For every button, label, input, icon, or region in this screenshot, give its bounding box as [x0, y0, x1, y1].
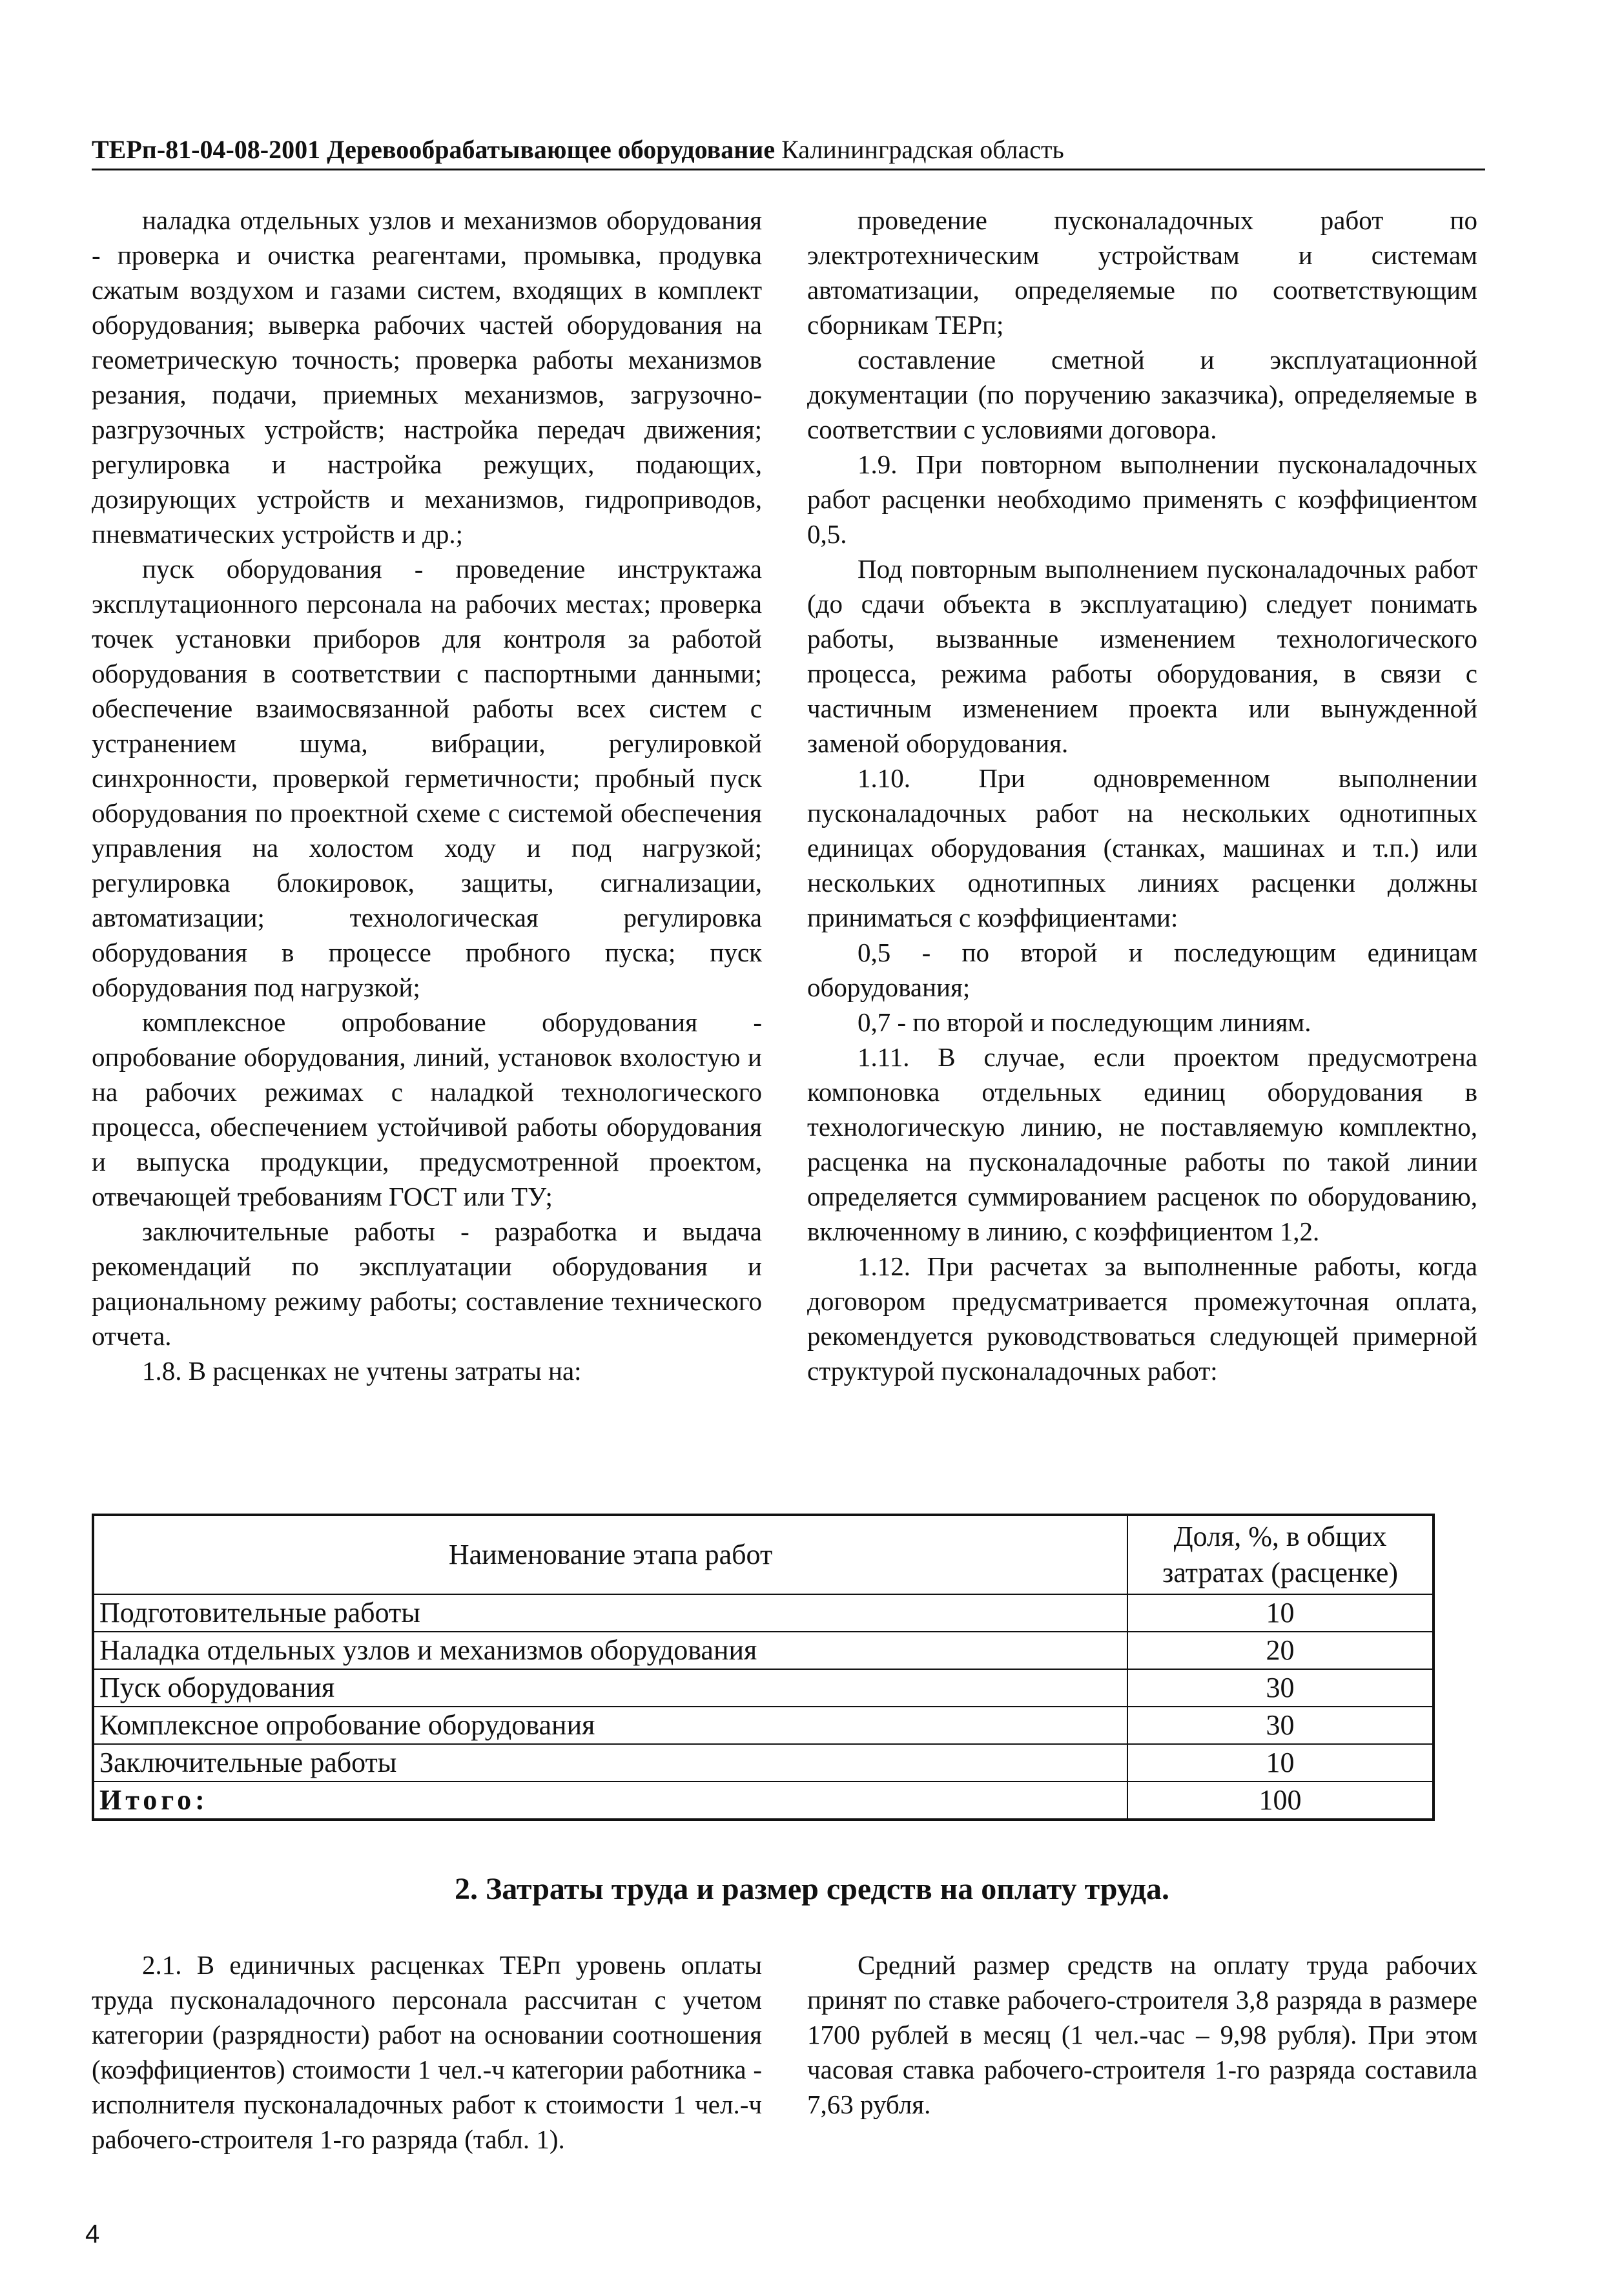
paragraph: 1.12. При расчетах за выполненные работы, когда договором предусматривается промежуточная оплата, рекомендуется руководствоваться следующей примерной структурой пусконаладочных работ:	[807, 1251, 1477, 1386]
paragraph: 0,5 - по второй и последующим единицам оборудования;	[807, 938, 1477, 1002]
table-header-row	[93, 1515, 1434, 1594]
section-2-left-column	[92, 1947, 762, 2157]
header-title: Деревообрабатывающее оборудование	[327, 135, 776, 164]
table-row	[93, 1707, 1434, 1744]
paragraph: 1.11. В случае, если проектом предусмотрена компоновка отдельных единиц оборудования в технологическую линию, не поставляемую комплектно, расценка на пусконаладочные работы по такой линии определяется суммированием расценок по оборудованию, включенному в линию, с коэффициентом 1,2.	[807, 1042, 1477, 1246]
share-cell: 10	[1127, 1744, 1434, 1782]
paragraph: 1.8. В расценках не учтены затраты на:	[142, 1356, 582, 1386]
stage-cell: Комплексное опробование оборудования	[93, 1707, 1127, 1744]
running-header	[92, 132, 1485, 170]
header-stage: Наименование этапа работ	[93, 1515, 1127, 1594]
share-cell: 20	[1127, 1632, 1434, 1669]
section-2-title: 2. Затраты труда и размер средств на оплату труда.	[454, 1872, 1170, 1906]
share-cell: 30	[1127, 1707, 1434, 1744]
share-cell: 30	[1127, 1669, 1434, 1707]
paragraph: проведение пусконаладочных работ по электротехническим устройствам и системам автоматизации, определяемые по соответствующим сборникам ТЕРп;	[807, 205, 1477, 340]
paragraph: Средний размер средств на оплату труда рабочих принят по ставке рабочего-строителя 3,8 разряда в размере 1700 рублей в месяц (1 чел.-час – 9,98 рубля). При этом часовая ставка рабочего-строителя 1-го разряда составила 7,63 рубля.	[807, 1950, 1477, 2119]
table-row	[93, 1594, 1434, 1632]
paragraph: 1.9. При повторном выполнении пусконаладочных работ расценки необходимо применять с коэффициентом 0,5.	[807, 449, 1477, 549]
left-column	[92, 203, 762, 1388]
page-number: 4	[85, 2220, 100, 2248]
paragraph: 1.10. При одновременном выполнении пусконаладочных работ на нескольких однотипных единицах оборудования (станках, машинах и т.п.) или нескольких однотипных линиях расценки должны приниматься с коэффициентами:	[807, 763, 1477, 932]
table-total-row	[93, 1782, 1434, 1820]
paragraph: заключительные работы - разработка и выдача рекомендаций по эксплуатации оборудования и рациональному режиму работы; составление технического отчета.	[92, 1217, 762, 1351]
header-region: Калининградская область	[781, 135, 1064, 164]
paragraph: наладка отдельных узлов и механизмов оборудования - проверка и очистка реагентами, промывка, продувка сжатым воздухом и газами систем, входящих в комплект оборудования; выверка рабочих частей оборудования на геометрическую точность; проверка работы механизмов резания, подачи, приемных механизмов, загрузочно-разгрузочных устройств; настройка передач движения; регулировка и настройка режущих, подающих, дозирующих устройств и механизмов, гидроприводов, пневматических устройств и др.;	[92, 205, 762, 549]
stage-cell: Наладка отдельных узлов и механизмов оборудования	[93, 1632, 1127, 1669]
header-share: Доля, %, в общих затратах (расценке)	[1127, 1515, 1434, 1594]
total-value: 100	[1127, 1782, 1434, 1820]
work-stages-table	[92, 1514, 1435, 1821]
total-label: Итого:	[93, 1782, 1127, 1820]
paragraph: комплексное опробование оборудования - опробование оборудования, линий, установок вхолостую и на рабочих режимах с наладкой технологического процесса, обеспечением устойчивой работы оборудования и выпуска продукции, предусмотренной проектом, отвечающей требованиям ГОСТ или ТУ;	[92, 1007, 762, 1211]
stage-cell: Пуск оборудования	[93, 1669, 1127, 1707]
table-row	[93, 1632, 1434, 1669]
paragraph: 0,7 - по второй и последующим линиям.	[858, 1007, 1311, 1037]
table-row	[93, 1669, 1434, 1707]
header-code: ТЕРп-81-04-08-2001	[92, 135, 321, 164]
stage-cell: Подготовительные работы	[93, 1594, 1127, 1632]
paragraph: Под повторным выполнением пусконаладочных работ (до сдачи объекта в эксплуатацию) следует понимать работы, вызванные изменением технологического процесса, режима работы оборудования, в связи с частичным изменением проекта или вынужденной заменой оборудования.	[807, 554, 1477, 758]
paragraph: 2.1. В единичных расценках ТЕРп уровень оплаты труда пусконаладочного персонала рассчитан с учетом категории (разрядности) работ на основании соотношения (коэффициентов) стоимости 1 чел.-ч категории работника - исполнителя пусконаладочных работ к стоимости 1 чел.-ч рабочего-строителя 1-го разряда (табл. 1).	[92, 1950, 762, 2154]
paragraph: пуск оборудования - проведение инструктажа эксплутационного персонала на рабочих местах; проверка точек установки приборов для контроля за работой оборудования в соответствии с паспортными данными; обеспечение взаимосвязанной работы всех систем с устранением шума, вибрации, регулировкой синхронности, проверкой герметичности; пробный пуск оборудования по проектной схеме с системой обеспечения управления на холостом ходу и под нагрузкой; регулировка блокировок, защиты, сигнализации, автоматизации; технологическая регулировка оборудования в процессе пробного пуска; пуск оборудования под нагрузкой;	[92, 554, 762, 1002]
section-2-right-column	[807, 1947, 1477, 2122]
right-column	[807, 203, 1477, 1388]
paragraph: составление сметной и эксплуатационной документации (по поручению заказчика), определяемые в соответствии с условиями договора.	[807, 345, 1477, 444]
stage-cell: Заключительные работы	[93, 1744, 1127, 1782]
share-cell: 10	[1127, 1594, 1434, 1632]
table-row	[93, 1744, 1434, 1782]
